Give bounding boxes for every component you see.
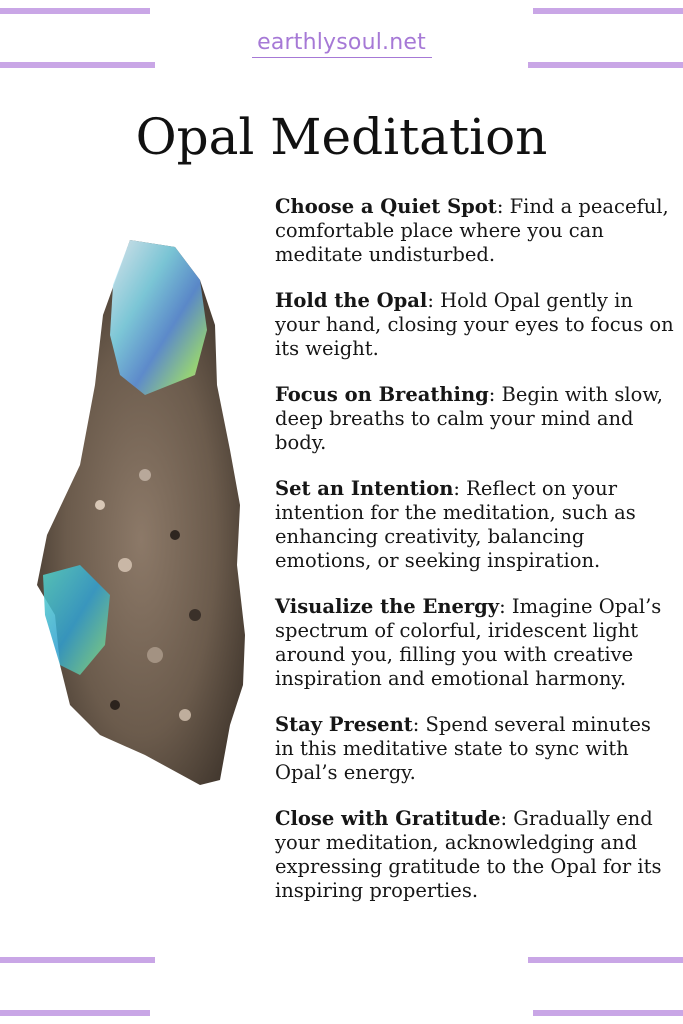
logo-underline	[252, 57, 432, 58]
top-right-bar-2	[528, 62, 683, 68]
step-text: : Imagine Opal’s spectrum of colorful, iridescent light around you, filling you with creative inspiration and emotional harmony.	[275, 595, 662, 690]
bottom-left-bar-2	[0, 1010, 150, 1016]
step-text: : Find a peaceful, comfortable place where you can meditate undisturbed.	[275, 195, 669, 266]
bottom-right-bar-1	[528, 957, 683, 963]
list-item	[275, 289, 675, 361]
step-text: : Gradually end your meditation, acknowledging and expressing gratitude to the Opal for its inspiring properties.	[275, 807, 662, 902]
step-heading: Close with Gratitude	[275, 807, 501, 830]
step-text: : Begin with slow, deep breaths to calm your mind and body.	[275, 383, 663, 454]
page-title: Opal Meditation	[135, 108, 548, 166]
list-item	[275, 383, 675, 455]
step-text: : Hold Opal gently in your hand, closing your eyes to focus on its weight.	[275, 289, 674, 360]
step-text: : Reflect on your intention for the meditation, such as enhancing creativity, balancing emotions, or seeking inspiration.	[275, 477, 636, 572]
list-item	[275, 713, 675, 785]
opal-stone-image	[25, 235, 255, 795]
step-text: : Spend several minutes in this meditative state to sync with Opal’s energy.	[275, 713, 651, 784]
top-left-bar-2	[0, 62, 155, 68]
list-item	[275, 195, 675, 267]
step-heading: Hold the Opal	[275, 289, 428, 312]
step-heading: Stay Present	[275, 713, 413, 736]
meditation-steps-list	[275, 195, 675, 925]
top-right-bar-1	[533, 8, 683, 14]
site-logo[interactable]: earthlysoul.net	[257, 30, 426, 55]
bottom-right-bar-2	[533, 1010, 683, 1016]
step-heading: Choose a Quiet Spot	[275, 195, 497, 218]
step-heading: Visualize the Energy	[275, 595, 500, 618]
step-heading: Set an Intention	[275, 477, 454, 500]
list-item	[275, 807, 675, 903]
list-item	[275, 477, 675, 573]
step-heading: Focus on Breathing	[275, 383, 489, 406]
top-left-bar-1	[0, 8, 150, 14]
bottom-left-bar-1	[0, 957, 155, 963]
list-item	[275, 595, 675, 691]
